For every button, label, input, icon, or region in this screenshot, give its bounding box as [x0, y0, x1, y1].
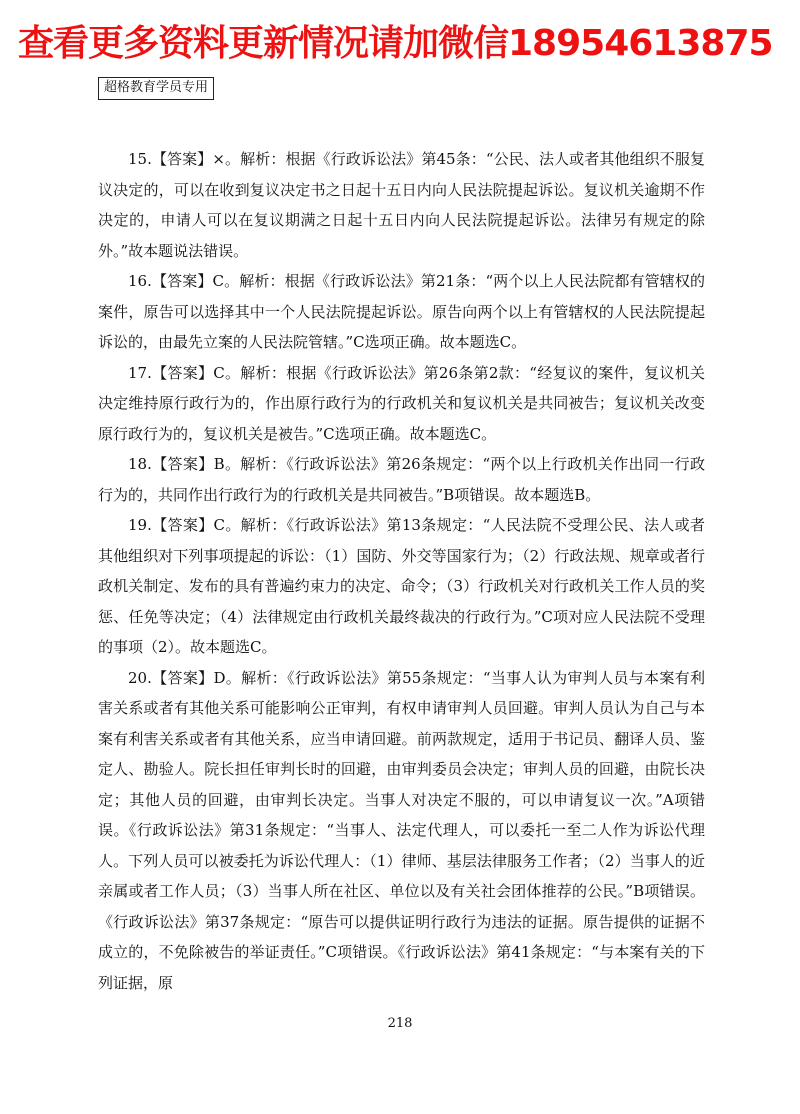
answer-18: 18.【答案】B。解析：《行政诉讼法》第26条规定：“两个以上行政机关作出同一行政行为的，共同作出行政行为的行政机关是共同被告。”B项错误。故本题选B。 — [98, 455, 705, 504]
answer-15: 15.【答案】×。解析：根据《行政诉讼法》第45条：“公民、法人或者其他组织不服复议决定的，可以在收到复议决定书之日起十五日内向人民法院提起诉讼。复议机关逾期不作决定的，申请人可以在复议期满之日起十五日内向人民法院提起诉讼。法律另有规定的除外。”故本题说法错误。 — [98, 150, 705, 260]
answer-19: 19.【答案】C。解析：《行政诉讼法》第13条规定：“人民法院不受理公民、法人或者其他组织对下列事项提起的诉讼：（1）国防、外交等国家行为；（2）行政法规、规章或者行政机关制定、发布的具有普遍约束力的决定、命令；（3）行政机关对行政机关工作人员的奖惩、任免等决定；（4）法律规定由行政机关最终裁决的行政行为。”C项对应人民法院不受理的事项（2）。故本题选C。 — [98, 516, 705, 656]
page-number: 218 — [387, 1016, 413, 1031]
answer-explanations — [98, 144, 705, 998]
answer-16: 16.【答案】C。解析：根据《行政诉讼法》第21条：“两个以上人民法院都有管辖权的案件，原告可以选择其中一个人民法院提起诉讼。原告向两个以上有管辖权的人民法院提起诉讼的，由最先立案的人民法院管辖。”C选项正确。故本题选C。 — [98, 272, 705, 351]
usage-tag: 超格教育学员专用 — [98, 77, 214, 100]
promo-banner: 查看更多资料更新情况请加微信18954613875 — [18, 23, 773, 64]
answer-20: 20.【答案】D。解析：《行政诉讼法》第55条规定：“当事人认为审判人员与本案有利害关系或者有其他关系可能影响公正审判，有权申请审判人员回避。审判人员认为自己与本案有利害关系或者有其他关系，应当申请回避。前两款规定，适用于书记员、翻译人员、鉴定人、勘验人。院长担任审判长时的回避，由审判委员会决定；审判人员的回避，由院长决定；其他人员的回避，由审判长决定。当事人对决定不服的，可以申请复议一次。”A项错误。《行政诉讼法》第31条规定：“当事人、法定代理人，可以委托一至二人作为诉讼代理人。下列人员可以被委托为诉讼代理人：（1）律师、基层法律服务工作者；（2）当事人的近亲属或者工作人员；（3）当事人所在社区、单位以及有关社会团体推荐的公民。”B项错误。《行政诉讼法》第37条规定：“原告可以提供证明行政行为违法的证据。原告提供的证据不成立的，不免除被告的举证责任。”C项错误。《行政诉讼法》第41条规定：“与本案有关的下列证据，原 — [98, 668, 705, 992]
answer-17: 17.【答案】C。解析：根据《行政诉讼法》第26条第2款：“经复议的案件，复议机关决定维持原行政行为的，作出原行政行为的行政机关和复议机关是共同被告；复议机关改变原行政行为的，复议机关是被告。”C选项正确。故本题选C。 — [98, 363, 705, 443]
